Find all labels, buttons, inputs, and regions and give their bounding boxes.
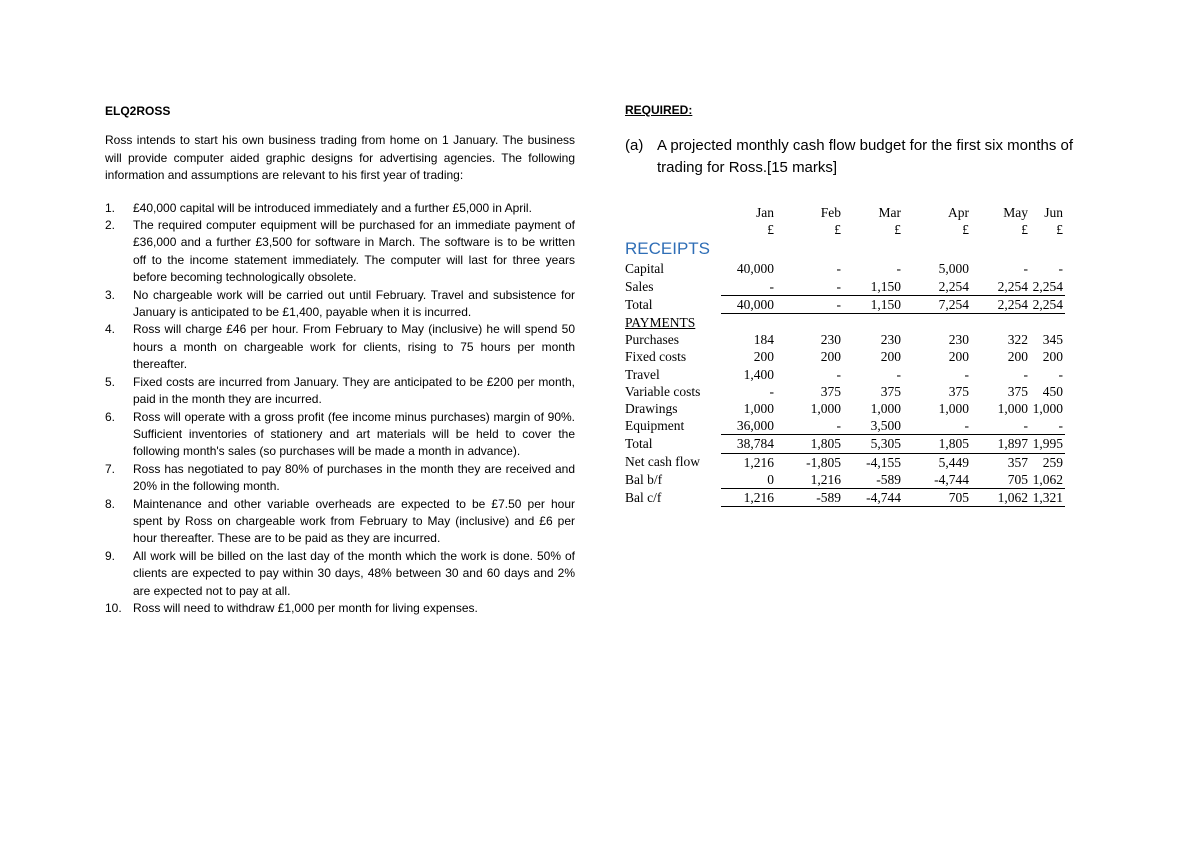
item-number: 5. (105, 374, 116, 389)
table-row (625, 489, 1065, 507)
row-label: Net cash flow (625, 454, 700, 470)
table-row (625, 400, 1065, 417)
table-cell: 1,805 (776, 435, 843, 453)
table-cell: - (1030, 417, 1065, 435)
currency-header: £ (834, 222, 841, 238)
receipts-section-row (625, 238, 1065, 260)
list-item (105, 409, 575, 461)
table-cell: 200 (948, 349, 969, 365)
table-row (625, 278, 1065, 296)
month-header: Jan (756, 205, 774, 220)
table-cell: - (776, 417, 843, 435)
table-cell: 40,000 (736, 261, 774, 277)
row-label: Total (625, 436, 653, 452)
table-cell: - (896, 261, 901, 277)
item-number: 2. (105, 218, 116, 233)
table-cell: 230 (880, 332, 901, 348)
table-cell: - (836, 261, 841, 277)
cash-flow-table (625, 204, 1065, 507)
table-cell: 1,216 (776, 471, 843, 489)
item-text: Ross has negotiated to pay 80% of purchases in the month they are received and 20% in the following month. (133, 461, 575, 494)
table-row (625, 383, 1065, 400)
item-text: All work will be billed on the last day of the month which the work is done. 50% of clients are expected to pay within 30 days, 48% between 30 and 60 days and 2% are expected not to pay at all. (133, 548, 575, 598)
required-heading: REQUIRED: (625, 103, 693, 117)
table-cell: -4,744 (903, 471, 971, 489)
table-cell: - (776, 278, 843, 296)
table-cell: 2,254 (1030, 295, 1065, 313)
row-label: Sales (625, 278, 654, 294)
table-cell: 7,254 (903, 295, 971, 313)
table-cell: 1,216 (743, 454, 774, 470)
table-cell: 38,784 (721, 435, 776, 453)
row-label: Equipment (625, 418, 685, 434)
item-text: Ross will need to withdraw £1,000 per month for living expenses. (133, 600, 478, 615)
table-cell: 3,500 (843, 417, 903, 435)
table-cell: 2,254 (903, 278, 971, 296)
table-cell: 5,449 (938, 454, 969, 470)
receipts-title: RECEIPTS (625, 239, 711, 259)
list-item (105, 200, 575, 217)
row-label: Capital (625, 261, 664, 277)
row-label: Variable costs (625, 383, 701, 399)
currency-header: £ (1056, 222, 1063, 238)
table-cell: 1,216 (721, 489, 776, 507)
table-cell: 1,000 (743, 401, 774, 417)
item-text: Fixed costs are incurred from January. They are anticipated to be £200 per month, paid in the month they are incurred. (133, 374, 575, 407)
currency-header: £ (767, 222, 774, 238)
item-text: Ross will operate with a gross profit (fee income minus purchases) margin of 90%. Sufficient inventories of stationery and art materials will be held to cover the following month's sales (so purchases will be made a month in advance). (133, 409, 575, 459)
question-intro: Ross intends to start his own business trading from home on 1 January. The business will provide computer aided graphic designs for advertising agencies. The following information and assumptions are relevant to his first year of trading: (105, 133, 575, 183)
table-cell: -4,744 (843, 489, 903, 507)
table-header-months (625, 204, 1065, 221)
table-cell: 705 (903, 489, 971, 507)
table-cell: 230 (820, 332, 841, 348)
list-item (105, 217, 575, 287)
table-cell: 2,254 (971, 278, 1030, 296)
currency-header: £ (894, 222, 901, 238)
item-text: Ross will charge £46 per hour. From February to May (inclusive) he will spend 50 hours a month on chargeable work for clients, rising to 75 hours per month thereafter. (133, 322, 575, 372)
table-cell: 40,000 (721, 295, 776, 313)
table-cell: 1,150 (843, 278, 903, 296)
item-text: No chargeable work will be carried out until February. Travel and subsistence for January is anticipated to be £1,400, payable when it is incurred. (133, 287, 575, 320)
table-cell: - (1058, 366, 1063, 382)
table-row (625, 471, 1065, 489)
item-number: 1. (105, 200, 116, 215)
table-cell: 36,000 (721, 417, 776, 435)
table-cell: - (836, 366, 841, 382)
table-cell: - (721, 278, 776, 296)
list-item (105, 548, 575, 600)
table-cell: -589 (776, 489, 843, 507)
table-row (625, 260, 1065, 277)
table-cell: 200 (1007, 349, 1028, 365)
item-number: 10. (105, 600, 122, 615)
row-label: Purchases (625, 332, 679, 348)
table-row (625, 348, 1065, 365)
row-label: Fixed costs (625, 349, 687, 365)
table-row (625, 453, 1065, 471)
table-cell: 5,000 (938, 261, 969, 277)
table-cell: 375 (820, 383, 841, 399)
table-cell: -589 (843, 471, 903, 489)
table-cell: 705 (971, 471, 1030, 489)
list-item (105, 461, 575, 496)
table-cell: - (769, 383, 774, 399)
table-cell: 375 (948, 383, 969, 399)
payments-title: PAYMENTS (625, 314, 696, 330)
table-cell: 1,000 (997, 401, 1028, 417)
answer-column (625, 103, 1095, 506)
table-row-total (625, 435, 1065, 453)
row-label: Drawings (625, 401, 678, 417)
row-label: Total (625, 296, 653, 312)
item-text: £40,000 capital will be introduced immediately and a further £5,000 in April. (133, 200, 532, 215)
table-cell: 1,062 (1030, 471, 1065, 489)
table-cell: - (971, 417, 1030, 435)
row-label: Bal c/f (625, 490, 662, 506)
question-column (105, 103, 575, 617)
table-header-currency (625, 221, 1065, 238)
table-row-total (625, 295, 1065, 313)
table-cell: 2,254 (1030, 278, 1065, 296)
table-cell: 184 (753, 332, 774, 348)
table-cell: 2,254 (971, 295, 1030, 313)
requirement-text: A projected monthly cash flow budget for the first six months of trading for Ross.[15 marks] (657, 137, 1074, 176)
table-cell: 375 (880, 383, 901, 399)
item-number: 7. (105, 461, 116, 476)
table-cell: 1,150 (843, 295, 903, 313)
payments-section-row (625, 314, 1065, 332)
table-cell: - (1023, 366, 1028, 382)
table-cell: - (1058, 261, 1063, 277)
row-label: Bal b/f (625, 472, 663, 488)
list-item (105, 321, 575, 373)
table-cell: 259 (1042, 454, 1063, 470)
table-cell: 1,000 (938, 401, 969, 417)
month-header: Mar (878, 205, 901, 220)
table-cell: -1,805 (806, 454, 841, 470)
table-cell: - (903, 417, 971, 435)
table-cell: 200 (753, 349, 774, 365)
list-item (105, 374, 575, 409)
table-cell: - (1023, 261, 1028, 277)
table-cell: 1,400 (743, 366, 774, 382)
item-number: 9. (105, 548, 116, 563)
table-cell: 1,897 (971, 435, 1030, 453)
table-cell: 1,000 (810, 401, 841, 417)
table-cell: 1,062 (971, 489, 1030, 507)
table-cell: - (776, 295, 843, 313)
requirement-a (625, 135, 1095, 179)
table-cell: 5,305 (843, 435, 903, 453)
table-cell: 375 (1007, 383, 1028, 399)
list-item (105, 496, 575, 548)
currency-header: £ (1021, 222, 1028, 238)
table-cell: 200 (1042, 349, 1063, 365)
table-cell: 1,321 (1030, 489, 1065, 507)
item-number: 8. (105, 496, 116, 511)
requirement-label: (a) (625, 137, 644, 154)
currency-header: £ (962, 222, 969, 238)
question-heading: ELQ2ROSS (105, 104, 171, 118)
table-cell: 322 (1007, 332, 1028, 348)
list-item (105, 287, 575, 322)
table-cell: 200 (880, 349, 901, 365)
item-number: 3. (105, 287, 116, 302)
table-row (625, 366, 1065, 383)
table-cell: 450 (1042, 383, 1063, 399)
item-text: The required computer equipment will be purchased for an immediate payment of £36,000 and a further £3,500 for software in March. The software is to be written off to the income statement immediately. The computer will last for three years before becoming technologically obsolete. (133, 218, 575, 285)
row-label: Travel (625, 366, 660, 382)
item-number: 6. (105, 409, 116, 424)
table-cell: 1,000 (1032, 401, 1063, 417)
table-cell: 1,000 (870, 401, 901, 417)
table-cell: 345 (1042, 332, 1063, 348)
table-row (625, 417, 1065, 435)
list-item (105, 600, 575, 617)
assumption-list (105, 200, 575, 618)
table-cell: -4,155 (866, 454, 901, 470)
month-header: Jun (1044, 205, 1063, 220)
table-cell: 1,805 (903, 435, 971, 453)
month-header: Feb (820, 205, 841, 220)
month-header: Apr (948, 205, 969, 220)
table-cell: 1,995 (1030, 435, 1065, 453)
table-cell: - (964, 366, 969, 382)
month-header: May (1003, 205, 1028, 220)
table-row (625, 331, 1065, 348)
item-text: Maintenance and other variable overheads are expected to be £7.50 per hour spent by Ross on chargeable work from February to May (inclusive) and £6 per hour thereafter. These are to be paid as they are incurred. (133, 496, 575, 546)
table-cell: 0 (721, 471, 776, 489)
table-cell: 357 (1007, 454, 1028, 470)
table-cell: 230 (948, 332, 969, 348)
item-number: 4. (105, 322, 116, 337)
table-cell: 200 (820, 349, 841, 365)
table-cell: - (896, 366, 901, 382)
